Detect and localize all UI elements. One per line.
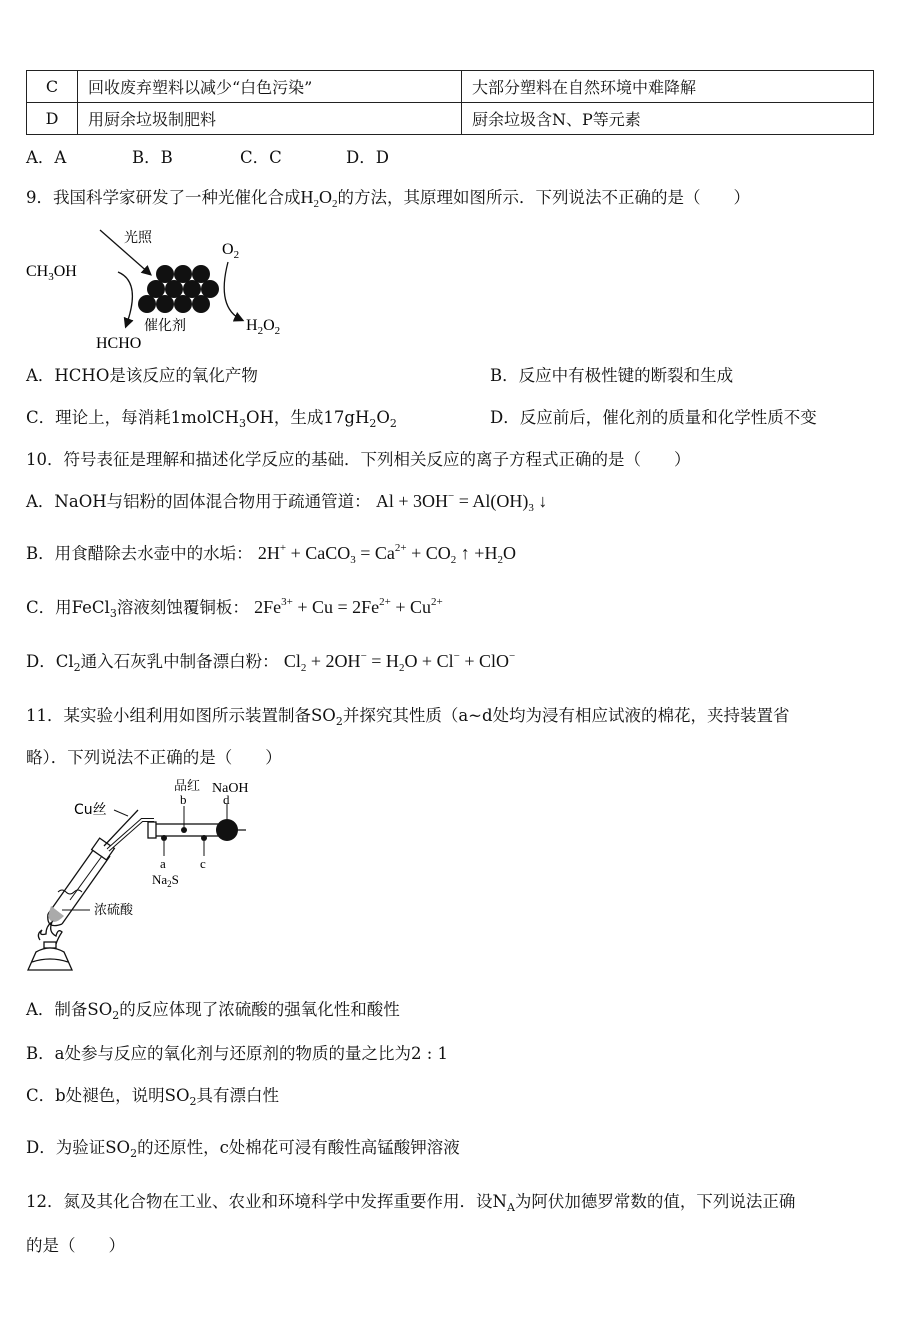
q10-a-equation: $Al + 3OH^- = Al(OH)_3$ ↓	[375, 490, 548, 514]
q11-d-part: 的还原性，c处棉花可浸有酸性高锰酸钾溶液	[137, 1138, 460, 1157]
horizontal-tube	[154, 824, 224, 836]
q8-options-table	[26, 70, 874, 135]
q12-stem-part: 12．氮及其化合物在工业、农业和环境科学中发挥重要作用．设N	[26, 1192, 507, 1211]
q9-c-part: OH，生成17gH	[246, 408, 370, 427]
catalyst-particles	[138, 265, 219, 313]
q12-stem-line2: 的是（ ）	[26, 1236, 125, 1255]
q10-option-b	[26, 540, 516, 564]
cotton-d	[216, 819, 238, 841]
h2o2-formula: $H_2O_2$	[300, 187, 338, 210]
q8-option-d: D．D	[346, 148, 389, 167]
q10-option-a	[26, 488, 547, 512]
row-practice: 回收废弃塑料以减少“白色污染”	[78, 71, 462, 103]
q11-option-b: B．a处参与反应的氧化剂与还原剂的物质的量之比为2 : 1	[26, 1044, 449, 1063]
q11-option-c: C．b处褪色，说明$SO_2$具有漂白性	[26, 1086, 280, 1108]
o2-label: $O_2$	[222, 241, 240, 261]
c-label: c	[200, 856, 206, 871]
q10-b-text: B．用食醋除去水壶中的水垢：	[26, 544, 253, 563]
na2s-text: Na	[152, 872, 168, 887]
a-label: a	[160, 856, 166, 871]
row-practice: 用厨余垃圾制肥料	[78, 103, 462, 135]
cotton-c	[201, 835, 207, 841]
q9-stem	[26, 184, 750, 208]
q11-stem-part: 11．某实验小组利用如图所示装置制备SO	[26, 706, 336, 725]
cotton-b	[181, 827, 187, 833]
q10-c-text: C．用FeCl	[26, 598, 110, 617]
q10-d-text: D．Cl	[26, 652, 74, 671]
q11-option-a: A．制备$SO_2$的反应体现了浓硫酸的强氧化性和酸性	[26, 1000, 400, 1022]
cu-wire-pointer	[114, 810, 128, 816]
q9-option-d: D．反应前后，催化剂的质量和化学性质不变	[490, 408, 817, 427]
na2s-label: $Na_2S$	[152, 872, 179, 889]
hcho-label: HCHO	[96, 335, 142, 352]
acid-liquid	[48, 906, 64, 922]
q10-d-equation: $Cl_2 + 2OH^- = H_2O + Cl^- + ClO^-$	[283, 650, 516, 674]
naoh-label: NaOH	[212, 781, 249, 796]
q8-option-b: B．B	[132, 148, 173, 167]
o2-text: O	[222, 241, 234, 258]
stopper	[148, 822, 156, 838]
row-key: D	[27, 103, 78, 135]
q12-stem-part: 为阿伏加德罗常数的值，下列说法正确	[514, 1192, 796, 1211]
q8-option-c: C．C	[240, 148, 282, 167]
q9-c-part: C．理论上，每消耗1molCH	[26, 408, 239, 427]
q12-stem-line1: 12．氮及其化合物在工业、农业和环境科学中发挥重要作用．设$N_A$为阿伏加德罗常数的值，下列说法正确	[26, 1192, 796, 1214]
alcohol-lamp	[28, 922, 72, 970]
q11-d-part: D．为验证SO	[26, 1138, 131, 1157]
q11-c-part: C．b处褪色，说明SO	[26, 1086, 190, 1105]
light-label: 光照	[124, 230, 152, 246]
q11-a-part: A．制备SO	[26, 1000, 113, 1019]
q10-d-text: 通入石灰乳中制备漂白粉：	[80, 652, 279, 671]
oxidation-arrow	[118, 272, 132, 326]
q9-stem-part: 的方法，其原理如图所示．下列说法不正确的是（ ）	[337, 188, 750, 207]
d-label: d	[223, 792, 230, 807]
q9-stem-part: 9．我国科学家研发了一种光催化合成	[26, 188, 301, 207]
table-row	[27, 71, 874, 103]
q9-option-b: B．反应中有极性键的断裂和生成	[490, 366, 734, 385]
q9-photocatalysis-diagram	[20, 222, 310, 354]
q10-option-d: D．$Cl_2$通入石灰乳中制备漂白粉： $Cl_2 + 2OH^- = H_2O + Cl^- + ClO^-$	[26, 650, 516, 674]
q10-stem: 10．符号表征是理解和描述化学反应的基础．下列相关反应的离子方程式正确的是（ ）	[26, 450, 691, 469]
q10-c-text: 溶液刻蚀覆铜板：	[116, 598, 249, 617]
acid-label: 浓硫酸	[94, 903, 134, 918]
copper-wire-inner	[70, 856, 102, 900]
row-reason: 厨余垃圾含N、P等元素	[462, 103, 874, 135]
q10-b-equation: 2H+ + CaCO$_3$ = $Ca^{2+} + CO_2$ ↑ $+H_2O$	[257, 542, 516, 566]
q10-a-text: A．NaOH与铝粉的固体混合物用于疏通管道：	[26, 492, 371, 511]
ch3oh-label: $CH_3OH$	[26, 263, 77, 283]
pinhong-label: 品红	[174, 779, 201, 794]
q11-stem-line1: 11．某实验小组利用如图所示装置制备$SO_2$并探究其性质（a~d处均为浸有相应试液的棉花，夹持装置省	[26, 706, 790, 728]
reduction-arrow	[224, 262, 242, 320]
ch3oh-text: CH	[26, 263, 49, 280]
table-row	[27, 103, 874, 135]
h2o2-product-label: $H_2O_2$	[246, 317, 281, 337]
q11-stem-line2: 略）．下列说法不正确的是（ ）	[26, 748, 282, 767]
q8-option-a: A．A	[26, 148, 67, 167]
row-reason: 大部分塑料在自然环境中难降解	[462, 71, 874, 103]
q9-option-a: A．HCHO是该反应的氧化产物	[26, 366, 258, 385]
row-key: C	[27, 71, 78, 103]
q9-option-c: C．理论上，每消耗1molCH$_3$OH，生成$17gH_2O_2$	[26, 408, 397, 430]
q11-apparatus-diagram	[18, 776, 268, 976]
q11-option-d: D．为验证$SO_2$的还原性，c处棉花可浸有酸性高锰酸钾溶液	[26, 1138, 460, 1160]
b-label: b	[180, 792, 187, 807]
q10-option-c: C．用FeCl$_3$溶液刻蚀覆铜板： $2Fe^{3+} + Cu = 2Fe^{2+} + Cu^{2+}$	[26, 596, 443, 620]
q11-stem-part: 并探究其性质（a~d处均为浸有相应试液的棉花，夹持装置省	[342, 706, 790, 725]
catalyst-label: 催化剂	[144, 318, 186, 334]
q11-a-part: 的反应体现了浓硫酸的强氧化性和酸性	[119, 1000, 400, 1019]
q11-c-part: 具有漂白性	[196, 1086, 280, 1105]
cotton-a	[161, 835, 167, 841]
copper-coil	[58, 890, 82, 894]
cu-wire-label: Cu丝	[74, 802, 107, 818]
q10-c-equation: $2Fe^{3+} + Cu = 2Fe^{2+} + Cu^{2+}$	[254, 596, 443, 617]
